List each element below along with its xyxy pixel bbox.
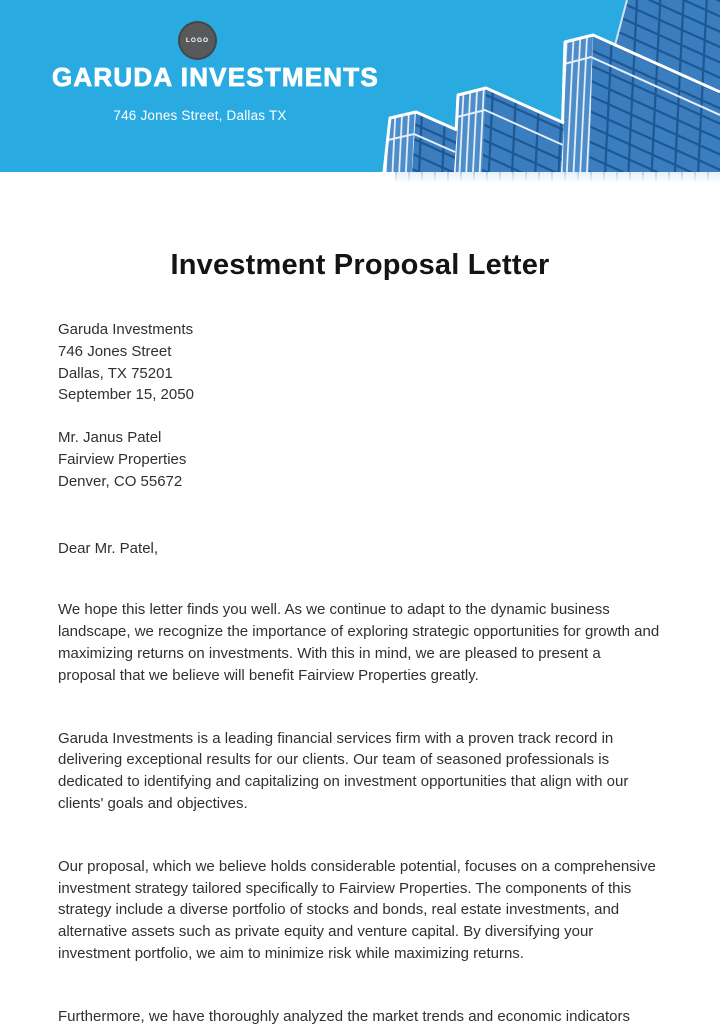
company-address: 746 Jones Street, Dallas TX (113, 108, 287, 123)
letter-paragraph: We hope this letter finds you well. As we continue to adapt to the dynamic business landscape, we recognize the importance of exploring strategic opportunities for growth and maximizing returns on investments. With this in mind, we are pleased to present a proposal that we believe will benefit Fairview Properties greatly. (58, 601, 660, 684)
recipient-line: Fairview Properties (58, 450, 187, 468)
logo-text: LOGO (185, 37, 210, 44)
banner-fade-decoration (395, 172, 720, 184)
logo-badge (178, 21, 217, 60)
recipient-line: Mr. Janus Patel (58, 429, 162, 447)
letter-title: Investment Proposal Letter (170, 249, 550, 281)
company-name: GARUDA INVESTMENTS (52, 62, 379, 92)
letterhead-banner (0, 0, 720, 172)
salutation: Dear Mr. Patel, (58, 539, 159, 557)
recipient-line: Denver, CO 55672 (58, 472, 183, 490)
skyscrapers-illustration (380, 0, 720, 172)
letter-body (0, 248, 720, 1028)
sender-line: 746 Jones Street (58, 342, 172, 360)
sender-address-block (58, 319, 662, 406)
sender-line: Dallas, TX 75201 (58, 364, 173, 382)
letter-paragraph: Our proposal, which we believe holds considerable potential, focuses on a comprehensive investment strategy tailored specifically to Fairview Properties. The components of this strategy include a diverse portfolio of stocks and bonds, real estate investments, and alternative assets such as private equity and venture capital. By diversifying your investment portfolio, we aim to minimize risk while maximizing returns. (58, 857, 656, 962)
letter-paragraph-cutoff: Furthermore, we have thoroughly analyzed the market trends and economic indicators (58, 1007, 630, 1025)
letter-paragraph: Garuda Investments is a leading financial services firm with a proven track record in delivering exceptional results for our clients. Our team of seasoned professionals is dedicated to identifying and capitalizing on investment opportunities that align with our clients' goals and objectives. (58, 729, 629, 812)
building-tower-small (384, 112, 457, 172)
sender-line: September 15, 2050 (58, 386, 194, 404)
sender-line: Garuda Investments (58, 321, 194, 338)
recipient-address-block (58, 427, 662, 492)
building-tower-middle (454, 88, 564, 172)
